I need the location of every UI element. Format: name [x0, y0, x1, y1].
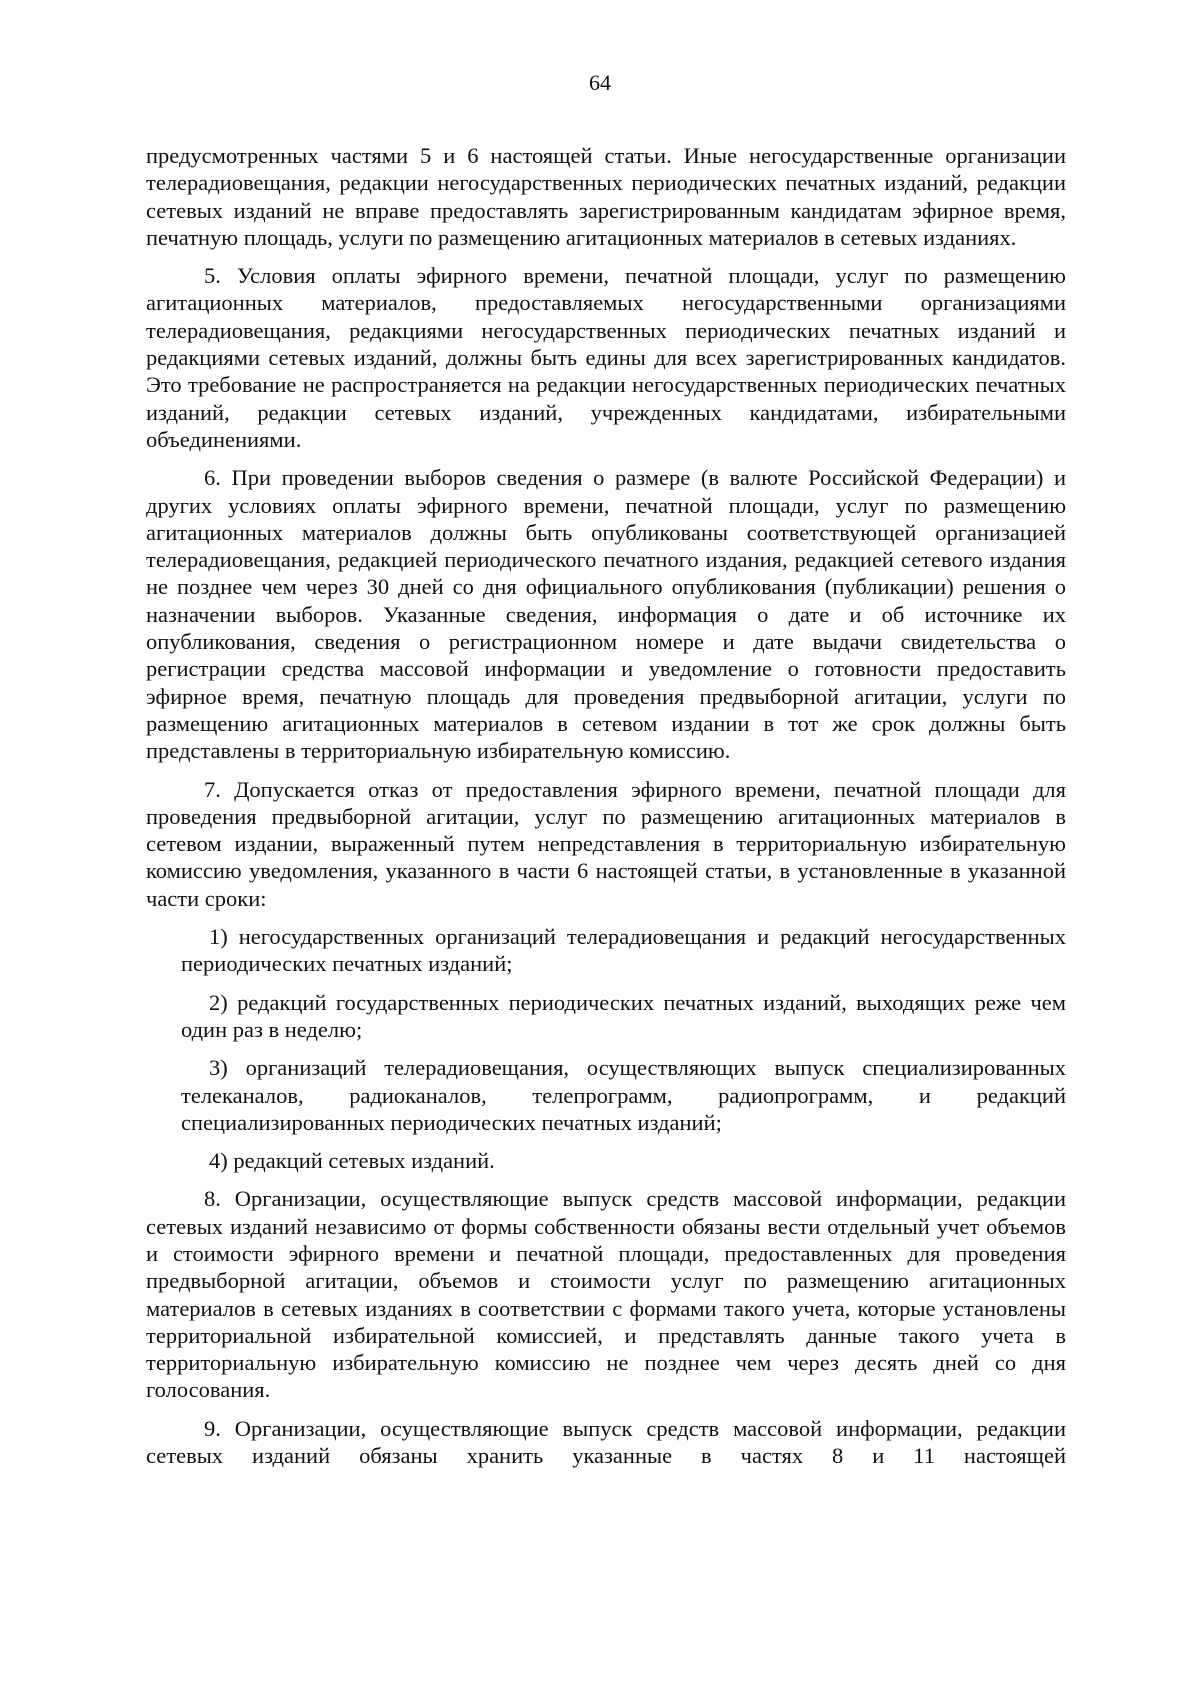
- paragraph-5: 5. Условия оплаты эфирного времени, печатной площади, услуг по размещению агитационных материалов, предоставляемых негосударственными организациями телерадиовещания, редакциями негосударственных периодических печатных изданий и редакциями сетевых изданий, должны быть едины для всех зарегистрированных кандидатов. Это требование не распространяется на редакции негосударственных периодических печатных изданий, редакции сетевых изданий, учрежденных кандидатами, избирательными объединениями.: [146, 263, 1066, 452]
- paragraph-continuation: предусмотренных частями 5 и 6 настоящей статьи. Иные негосударственные организации телерадиовещания, редакции негосударственных периодических печатных изданий, редакции сетевых изданий не вправе предоставлять зарегистрированным кандидатам эфирное время, печатную площадь, услуги по размещению агитационных материалов в сетевых изданиях.: [146, 143, 1066, 250]
- document-body: [146, 142, 1066, 1469]
- list-item-3: 3) организаций телерадиовещания, осуществляющих выпуск специализированных телеканалов, радиоканалов, телепрограмм, радиопрограмм, и редакций специализированных периодических печатных изданий;: [181, 1055, 1066, 1135]
- paragraph-6: 6. При проведении выборов сведения о размере (в валюте Российской Федерации) и других условиях оплаты эфирного времени, печатной площади, услуг по размещению агитационных материалов должны быть опубликованы соответствующей организацией телерадиовещания, редакцией периодического печатного издания, редакцией сетевого издания не позднее чем через 30 дней со дня официального опубликования (публикации) решения о назначении выборов. Указанные сведения, информация о дате и об источнике их опубликования, сведения о регистрационном номере и дате выдачи свидетельства о регистрации средства массовой информации и уведомление о готовности предоставить эфирное время, печатную площадь для проведения предвыборной агитации, услуги по размещению агитационных материалов в сетевом издании в тот же срок должны быть представлены в территориальную избирательную комиссию.: [146, 465, 1066, 764]
- list-item-4: 4) редакций сетевых изданий.: [209, 1148, 495, 1174]
- paragraph-7: 7. Допускается отказ от предоставления эфирного времени, печатной площади для проведения предвыборной агитации, услуг по размещению агитационных материалов в сетевом издании, выраженный путем непредставления в территориальную избирательную комиссию уведомления, указанного в части 6 настоящей статьи, в установленные в указанной части сроки:: [146, 776, 1066, 911]
- list-item-2: 2) редакций государственных периодических печатных изданий, выходящих реже чем один раз в неделю;: [181, 989, 1066, 1042]
- list-item-1: 1) негосударственных организаций телерадиовещания и редакций негосударственных периодических печатных изданий;: [181, 924, 1066, 977]
- page-number: 64: [589, 70, 611, 95]
- paragraph-8: 8. Организации, осуществляющие выпуск средств массовой информации, редакции сетевых изданий независимо от формы собственности обязаны вести отдельный учет объемов и стоимости эфирного времени и печатной площади, предоставленных для проведения предвыборной агитации, объемов и стоимости услуг по размещению агитационных материалов в сетевых изданиях в соответствии с формами такого учета, которые установлены территориальной избирательной комиссией, и представлять данные такого учета в территориальную избирательную комиссию не позднее чем через десять дней со дня голосования.: [146, 1186, 1066, 1403]
- paragraph-9: 9. Организации, осуществляющие выпуск средств массовой информации, редакции сетевых изданий обязаны хранить указанные в частях 8 и 11 настоящей: [146, 1415, 1066, 1469]
